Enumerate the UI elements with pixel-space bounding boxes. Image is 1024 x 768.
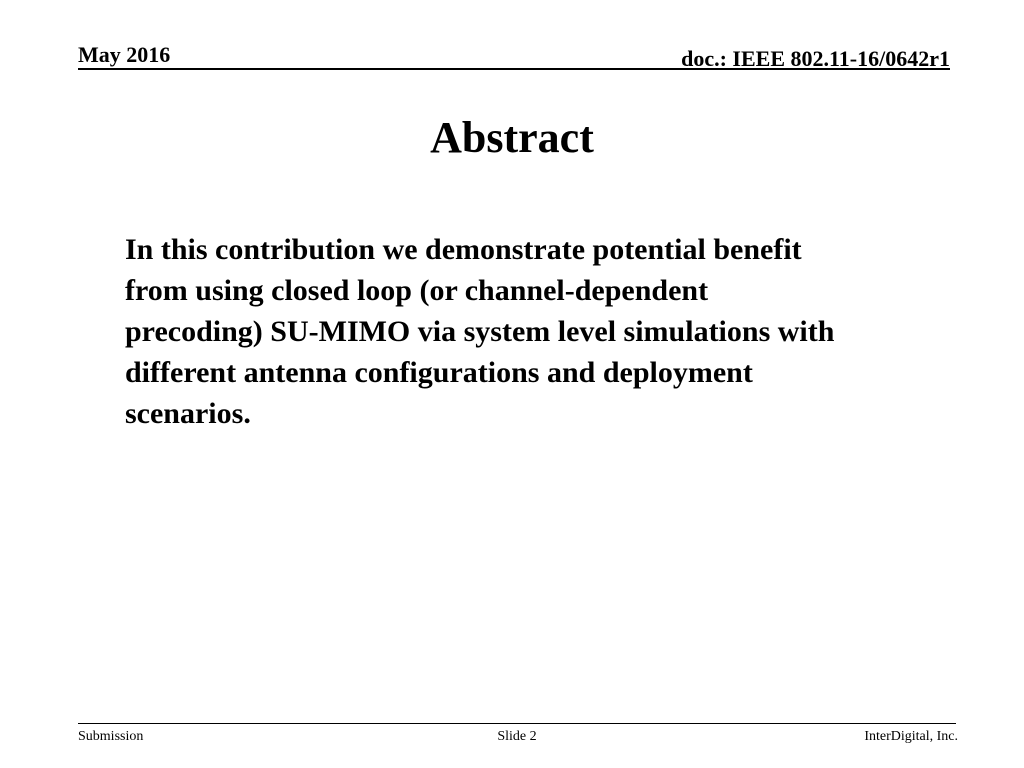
header-date: May 2016 [78, 42, 171, 67]
abstract-line: different antenna configurations and deployment [125, 356, 753, 389]
footer-divider [78, 723, 956, 724]
footer-company: InterDigital, Inc. [864, 729, 958, 744]
footer-submission: Submission [78, 729, 144, 744]
abstract-body [125, 229, 965, 434]
footer-slide-number: Slide 2 [497, 729, 537, 744]
slide-title: Abstract [430, 113, 594, 162]
abstract-line: from using closed loop (or channel-dependent [125, 274, 709, 307]
abstract-line: precoding) SU-MIMO via system level simulations with [125, 315, 835, 348]
abstract-line: In this contribution we demonstrate potential benefit [125, 233, 802, 266]
header-doc-id: doc.: IEEE 802.11-16/0642r1 [681, 46, 950, 71]
abstract-line: scenarios. [125, 397, 251, 430]
header-divider [78, 68, 950, 70]
